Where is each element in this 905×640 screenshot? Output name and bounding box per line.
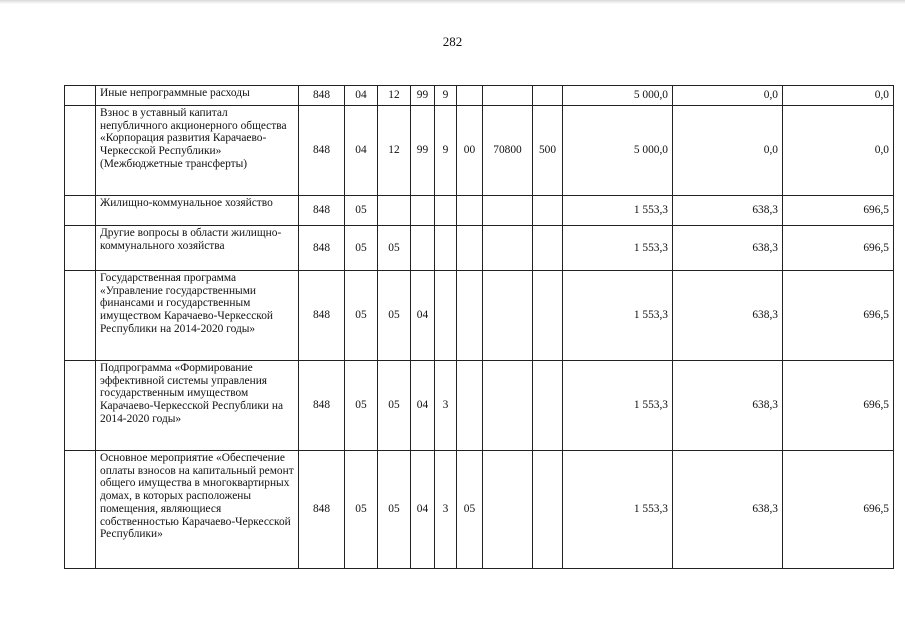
code-cell: 04 (345, 86, 378, 106)
code-cell: 05 (378, 451, 411, 569)
code-cell (533, 361, 563, 451)
code-cell: 05 (345, 196, 378, 226)
amount-cell: 0,0 (783, 86, 894, 106)
code-cell (435, 271, 457, 361)
code-cell: 848 (299, 86, 345, 106)
code-cell: 05 (378, 271, 411, 361)
code-cell (533, 86, 563, 106)
code-cell: 99 (411, 86, 435, 106)
code-cell (533, 451, 563, 569)
code-cell: 05 (457, 451, 483, 569)
code-cell (378, 196, 411, 226)
blank-cell (65, 361, 96, 451)
amount-cell: 0,0 (783, 106, 894, 196)
amount-cell: 638,3 (673, 196, 783, 226)
amount-cell: 1 553,3 (563, 196, 673, 226)
row-name: Жилищно-коммунальное хозяйство (96, 196, 299, 226)
code-cell (533, 196, 563, 226)
amount-cell: 5 000,0 (563, 106, 673, 196)
code-cell: 05 (345, 451, 378, 569)
row-name: Другие вопросы в области жилищно-коммунального хозяйства (96, 226, 299, 271)
row-name: Иные непрограммные расходы (96, 86, 299, 106)
amount-cell: 696,5 (783, 196, 894, 226)
table-row (65, 226, 894, 271)
amount-cell: 1 553,3 (563, 226, 673, 271)
code-cell (483, 451, 533, 569)
code-cell: 04 (411, 451, 435, 569)
code-cell: 848 (299, 271, 345, 361)
code-cell: 848 (299, 196, 345, 226)
code-cell: 05 (378, 361, 411, 451)
amount-cell: 696,5 (783, 226, 894, 271)
code-cell: 848 (299, 451, 345, 569)
code-cell: 12 (378, 106, 411, 196)
code-cell (411, 196, 435, 226)
code-cell (483, 196, 533, 226)
code-cell (457, 226, 483, 271)
code-cell: 12 (378, 86, 411, 106)
code-cell (457, 86, 483, 106)
blank-cell (65, 196, 96, 226)
code-cell: 500 (533, 106, 563, 196)
code-cell: 05 (345, 271, 378, 361)
code-cell (483, 271, 533, 361)
amount-cell: 638,3 (673, 451, 783, 569)
row-name: Основное мероприятие «Обеспечение оплаты взносов на капитальный ремонт общего имущества в многоквартирных домах, в которых расположены помещения, являющиеся собственностью Карачаево-Черкесской Республики» (96, 451, 299, 569)
budget-table (64, 85, 894, 569)
amount-cell: 0,0 (673, 86, 783, 106)
table-row (65, 271, 894, 361)
blank-cell (65, 271, 96, 361)
table-row (65, 86, 894, 106)
blank-cell (65, 226, 96, 271)
blank-cell (65, 106, 96, 196)
code-cell: 848 (299, 106, 345, 196)
code-cell: 848 (299, 226, 345, 271)
code-cell: 3 (435, 451, 457, 569)
amount-cell: 1 553,3 (563, 361, 673, 451)
code-cell: 3 (435, 361, 457, 451)
code-cell: 00 (457, 106, 483, 196)
code-cell: 70800 (483, 106, 533, 196)
row-name: Государственная программа «Управление государственными финансами и государственным имуществом Карачаево-Черкесской Республики на 2014-2020 годы» (96, 271, 299, 361)
table-row (65, 451, 894, 569)
code-cell (483, 361, 533, 451)
code-cell: 99 (411, 106, 435, 196)
amount-cell: 696,5 (783, 271, 894, 361)
code-cell (411, 226, 435, 271)
code-cell (483, 86, 533, 106)
code-cell (435, 226, 457, 271)
amount-cell: 0,0 (673, 106, 783, 196)
amount-cell: 1 553,3 (563, 451, 673, 569)
row-name: Взнос в уставный капитал непубличного акционерного общества «Корпорация развития Карачаево-Черкесской Республики» (Межбюджетные трансферты) (96, 106, 299, 196)
code-cell (435, 196, 457, 226)
amount-cell: 638,3 (673, 361, 783, 451)
code-cell: 9 (435, 86, 457, 106)
blank-cell (65, 451, 96, 569)
blank-cell (65, 86, 96, 106)
amount-cell: 696,5 (783, 361, 894, 451)
table-row (65, 361, 894, 451)
scan-edge (0, 0, 905, 4)
code-cell: 9 (435, 106, 457, 196)
amount-cell: 638,3 (673, 226, 783, 271)
code-cell (533, 271, 563, 361)
code-cell (483, 226, 533, 271)
page-number: 282 (442, 34, 463, 49)
amount-cell: 638,3 (673, 271, 783, 361)
code-cell: 04 (411, 271, 435, 361)
code-cell: 05 (378, 226, 411, 271)
amount-cell: 1 553,3 (563, 271, 673, 361)
code-cell (533, 226, 563, 271)
amount-cell: 696,5 (783, 451, 894, 569)
code-cell: 05 (345, 361, 378, 451)
code-cell (457, 196, 483, 226)
amount-cell: 5 000,0 (563, 86, 673, 106)
table-row (65, 196, 894, 226)
code-cell: 05 (345, 226, 378, 271)
table-row (65, 106, 894, 196)
code-cell (457, 271, 483, 361)
code-cell: 04 (345, 106, 378, 196)
code-cell: 848 (299, 361, 345, 451)
code-cell (457, 361, 483, 451)
row-name: Подпрограмма «Формирование эффективной системы управления государственным имуществом Карачаево-Черкесской Республики на 2014-2020 годы» (96, 361, 299, 451)
code-cell: 04 (411, 361, 435, 451)
